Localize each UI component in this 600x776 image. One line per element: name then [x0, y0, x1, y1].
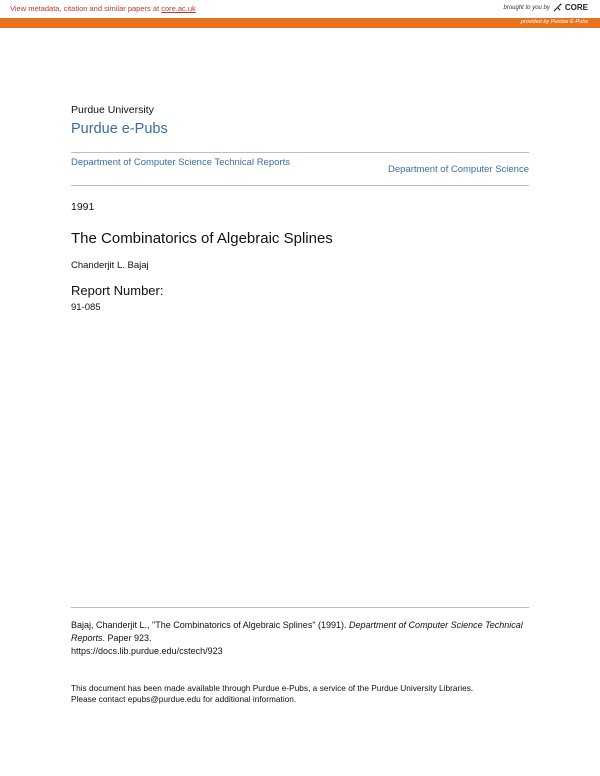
core-brought-by — [504, 3, 589, 12]
publication-year: 1991 — [71, 201, 95, 213]
university-name: Purdue University — [71, 104, 154, 116]
divider-citation — [71, 607, 529, 608]
core-icon — [553, 3, 562, 12]
provider-bar — [0, 18, 600, 28]
author-name: Chanderjit L. Bajaj — [71, 260, 149, 271]
core-metadata-text: View metadata, citation and similar papers at — [10, 4, 162, 13]
document-title: The Combinatorics of Algebraic Splines — [71, 230, 333, 247]
footer-line-2: Please contact epubs@purdue.edu for additional information. — [71, 694, 297, 704]
divider-bottom — [71, 185, 529, 186]
divider-top — [71, 152, 529, 153]
core-link[interactable]: core.ac.uk — [161, 4, 196, 13]
footer-notice — [71, 683, 531, 705]
report-number-label: Report Number: — [71, 283, 164, 298]
series-link[interactable]: Department of Computer Science Technical Reports — [71, 157, 290, 168]
repository-link[interactable]: Purdue e-Pubs — [71, 121, 168, 137]
department-link[interactable]: Department of Computer Science — [388, 164, 529, 175]
citation-block — [71, 619, 531, 658]
citation-prefix: Bajaj, Chanderjit L., "The Combinatorics of Algebraic Splines" (1991). — [71, 620, 350, 630]
brought-to-you-text: brought to you by — [503, 4, 550, 11]
citation-url[interactable]: https://docs.lib.purdue.edu/cstech/923 — [71, 646, 223, 656]
core-logo[interactable]: CORE — [564, 3, 588, 12]
report-number-value: 91-085 — [71, 302, 101, 313]
core-top-banner — [0, 0, 600, 19]
citation-series: Department of Computer Science Technical Reports — [71, 620, 523, 643]
provider-text: provided by Purdue E-Pubs — [520, 19, 588, 25]
citation-suffix: . Paper 923. — [102, 633, 152, 643]
footer-line-1: This document has been made available through Purdue e-Pubs, a service of the Purdue University Libraries. — [71, 683, 474, 693]
core-metadata-banner — [10, 4, 196, 13]
